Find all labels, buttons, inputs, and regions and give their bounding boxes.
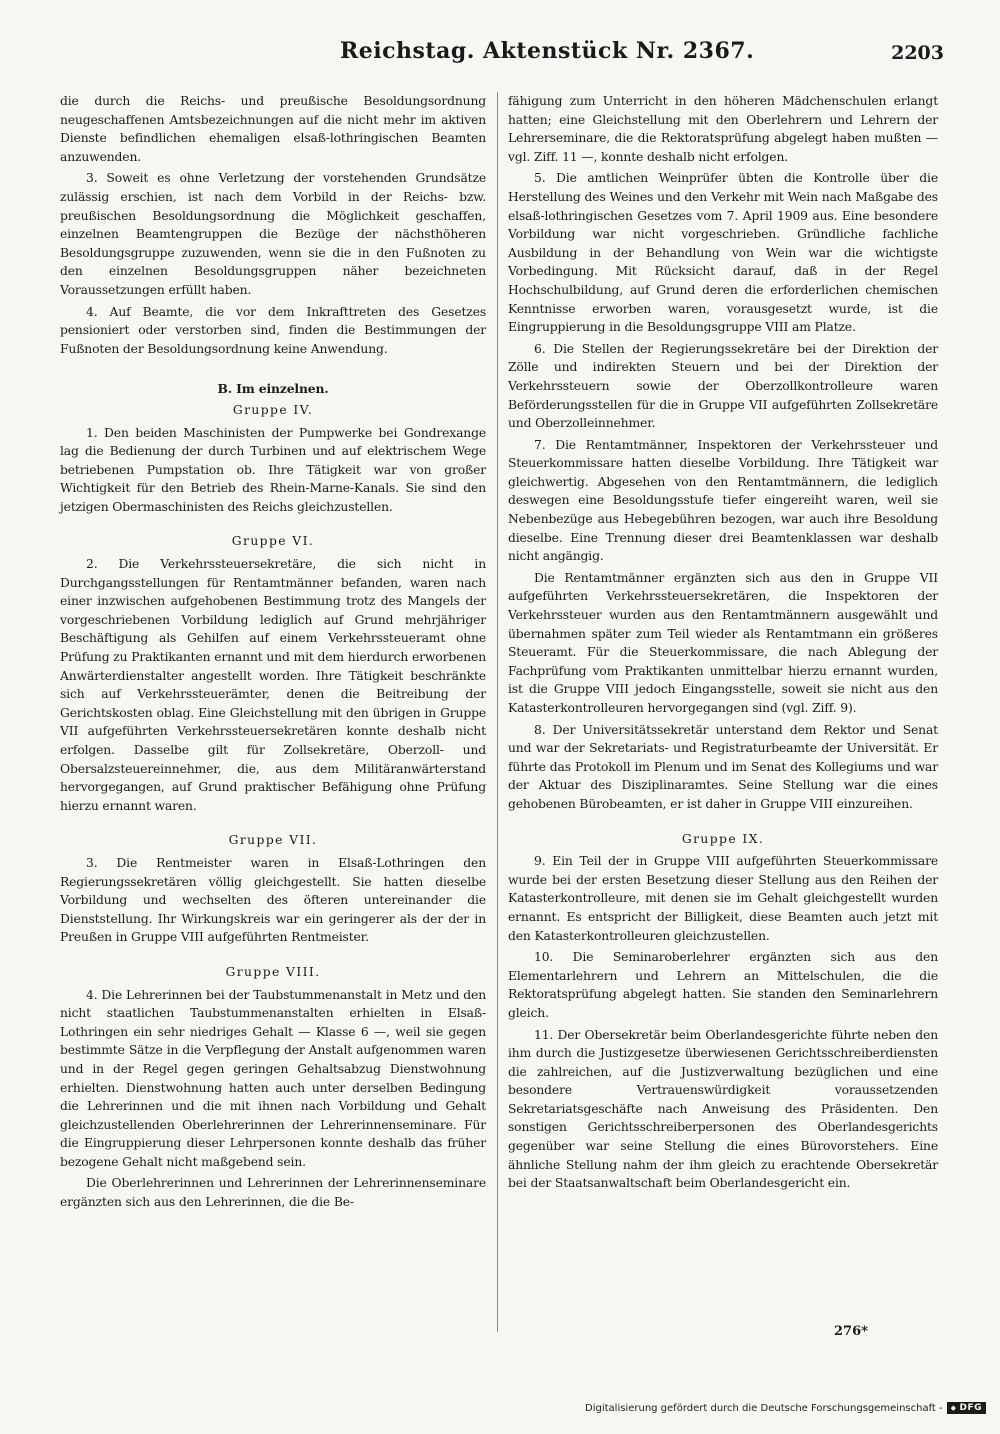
group-heading-viii: Gruppe VIII. <box>225 964 321 979</box>
paragraph-5: 5. Die amtlichen Weinprüfer übten die Kontrolle über die Herstellung des Weines und den Verkehr mit Wein nach Maßgabe des elsaß-lothringischen Gesetzes vom 7. April 1909 aus. Eine besondere Vorbildung war nicht vorgeschrieben. Gründliche fachliche Ausbildung in der Behandlung von Wein war die wichtigste Vorbedingung. Mit Rücksicht darauf, daß in der Regel Hochschulbildung, auf Grund deren die erforderlichen chemischen Kenntnisse erworben waren, vorausgesetzt wurde, ist die Eingruppierung in die Besoldungsgruppe VIII am Platze. <box>508 171 938 335</box>
digitization-credit <box>585 1402 986 1414</box>
group-heading-vii: Gruppe VII. <box>228 833 318 848</box>
page-number: 2203 <box>891 42 944 64</box>
paragraph-4: 4. Auf Beamte, die vor dem Inkrafttreten des Gesetzes pensioniert oder verstorben sind, finden die Bestimmungen der Fußnoten der Besoldungsordnung keine Anwendung. <box>60 304 486 356</box>
paragraph-7b: Die Rentamtmänner ergänzten sich aus den in Gruppe VII aufgeführten Verkehrssteuersekretären, die Inspektoren der Verkehrssteuer wurden aus den Rentamtmännern ausgewählt und übernahmen später zum Teil wieder als Rentamtmann ein größeres Steueramt. Für die Steuerkommissare, die nach Ablegung der Fachprüfung vom Praktikanten unmittelbar hierzu ernannt wurden, ist die Gruppe VIII jedoch Eingangsstelle, soweit sie nicht aus den Katasterkontrolleuren hervorgegangen sind (vgl. Ziff. 9). <box>508 570 938 715</box>
paragraph-viii-4: 4. Die Lehrerinnen bei der Taubstummenanstalt in Metz und den nicht staatlichen Taubstummenanstalten erhielten in Elsaß-Lothringen ein sehr niedriges Gehalt — Klasse 6 —, weil sie gegen bestimmte Sätze in die Verpflegung der Anstalt aufgenommen waren und in der Regel gegen geringen Gehaltsabzug Dienstwohnung erhielten. Dienstwohnung hatten auch unter derselben Bedingung die Lehrerinnen und die mit ihnen nach Vorbildung und Gehalt gleichzustellenden Oberlehrerinnen der Lehrerinnenseminare. Für die Eingruppierung dieser Lehrpersonen konnte deshalb das früher bezogene Gehalt nicht maßgebend sein. <box>60 987 486 1169</box>
paragraph-continued-right: fähigung zum Unterricht in den höheren Mädchenschulen erlangt hatten; eine Gleichstellung mit den Oberlehrern und Lehrern der Lehrerseminare, die die Rektoratsprüfung abgelegt haben mußten — vgl. Ziff. 11 —, konnte deshalb nicht erfolgen. <box>508 94 938 164</box>
group-heading-iv: Gruppe IV. <box>232 402 314 417</box>
paragraph-ix-10: 10. Die Seminaroberlehrer ergänzten sich aus den Elementarlehrern und Lehrern an Mittelschulen, die die Rektoratsprüfung abgelegt hatten. Sie standen den Seminarlehrern gleich. <box>508 950 938 1020</box>
paragraph-3: 3. Soweit es ohne Verletzung der vorstehenden Grundsätze zulässig erschien, ist nach dem Vorbild in der Reichs- bzw. preußischen Besoldungsordnung die Möglichkeit geschaffen, einzelnen Beamtengruppen die Bezüge der nächsthöheren Besoldungsgruppe zuzuwenden, wenn sie die in den Fußnoten zu den einzelnen Besoldungsgruppen näher bezeichneten Voraussetzungen erfüllt haben. <box>60 171 486 297</box>
left-column <box>60 92 486 1215</box>
paragraph-6: 6. Die Stellen der Regierungssekretäre bei der Direktion der Zölle und indirekten Steuern und bei der Direktion der Verkehrssteuern sowie der Oberzollkontrolleure waren Beförderungsstellen für die in Gruppe VII aufgeführten Zollsekretäre und Oberzolleinnehmer. <box>508 341 938 431</box>
paragraph-ix-11: 11. Der Obersekretär beim Oberlandesgerichte führte neben den ihm durch die Justizgesetze überwiesenen Gerichtsschreiberdiensten die zahlreichen, auf die Justizverwaltung bezüglichen und eine besondere Vertrauenswürdigkeit voraussetzenden Sekretariatsgeschäfte nach Anweisung des Präsidenten. Den sonstigen Gerichtsschreiberpersonen des Oberlandesgerichts gegenüber war seine Stellung die eines Bürovorstehers. Eine ähnliche Stellung nahm der ihm gleich zu erachtende Obersekretär bei der Staatsanwaltschaft beim Oberlandesgericht ein. <box>508 1027 938 1191</box>
credit-text: Digitalisierung gefördert durch die Deutsche Forschungsgemeinschaft - <box>585 1402 943 1414</box>
paragraph-vi-2: 2. Die Verkehrssteuersekretäre, die sich nicht in Durchgangsstellungen für Rentamtmänner befanden, waren nach einer inzwischen aufgehobenen Bestimmung trotz des Mangels der vorgeschriebenen Vorbildung lediglich auf Grund mehrjähriger Beschäftigung als Gehilfen auf einem Verkehrssteueramt ohne Prüfung zu Praktikanten ernannt und mit dem hierdurch erworbenen Anwärterdienstalter angestellt worden. Ihre Tätigkeit beschränkte sich auf Verkehrssteuerämter, denen die Beitreibung der Gerichtskosten oblag. Eine Gleichstellung mit den übrigen in Gruppe VII aufgeführten Verkehrssteuersekretären konnte deshalb nicht erfolgen. Dasselbe gilt für Zollsekretäre, Oberzoll- und Obersalzsteuereinnehmer, die, aus dem Militäranwärterstand hervorgegangen, auf Grund praktischer Befähigung ohne Prüfung hierzu ernannt waren. <box>60 557 486 813</box>
dfg-logo-icon: ◆ DFG <box>947 1402 986 1414</box>
running-title: Reichstag. Aktenstück Nr. 2367. <box>340 38 755 64</box>
paragraph-ix-9: 9. Ein Teil der in Gruppe VIII aufgeführten Steuerkommissare wurde bei der ersten Besetzung dieser Stellung aus den Reihen der Katasterkontrolleure, mit denen sie im Gehalt gleichgestellt wurden ernannt. Es entspricht der Billigkeit, diese Beamten auch jetzt mit den Katasterkontrolleuren gleichzustellen. <box>508 854 938 943</box>
group-heading-ix: Gruppe IX. <box>681 831 765 846</box>
paragraph-7: 7. Die Rentamtmänner, Inspektoren der Verkehrssteuer und Steuerkommissare hatten dieselbe Vorbildung. Ihre Tätigkeit war gleichwertig. Abgesehen von den Rentamtmännern, die lediglich deswegen eine Besoldungsstufe tiefer eingereiht waren, weil sie Nebenbezüge aus Hebegebühren bezogen, war auch ihre Besoldung dieselbe. Eine Trennung dieser drei Beamtenklassen war deshalb nicht angängig. <box>508 437 938 564</box>
column-divider <box>497 92 498 1332</box>
section-heading-b: B. Im einzelnen. <box>217 381 329 397</box>
paragraph-iv-1: 1. Den beiden Maschinisten der Pumpwerke bei Gondrexange lag die Bedienung der durch Turbinen und auf elektrischem Wege betriebenen Pumpstation ob. Ihre Tätigkeit war von großer Wichtigkeit für den Betrieb des Rhein-Marne-Kanals. Sie sind den jetzigen Obermaschinisten des Reichs gleichzustellen. <box>60 425 486 514</box>
group-heading-vi: Gruppe VI. <box>231 534 315 549</box>
paragraph-viii-4b: Die Oberlehrerinnen und Lehrerinnen der Lehrerinnenseminare ergänzten sich aus den Lehrerinnen, die die Be- <box>60 1176 486 1210</box>
paragraph-8: 8. Der Universitätssekretär unterstand dem Rektor und Senat und war der Sekretariats- und Registraturbeamte der Universität. Er führte das Protokoll im Plenum und im Senat des Kollegiums und war der Aktuar des Disziplinaramtes. Seine Stellung war die eines gehobenen Bürobeamten, er ist daher in Gruppe VIII einzureihen. <box>508 722 938 811</box>
sheet-signature: 276* <box>834 1324 868 1339</box>
paragraph-vii-3: 3. Die Rentmeister waren in Elsaß-Lothringen den Regierungssekretären völlig gleichgestellt. Sie hatten dieselbe Vorbildung und wechselten des öfteren untereinander die Dienststellung. Ihr Wirkungskreis war ein geringerer als der der in Preußen in Gruppe VIII aufgeführten Rentmeister. <box>60 855 486 945</box>
right-column <box>508 92 938 1196</box>
paragraph-continued: die durch die Reichs- und preußische Besoldungsordnung neugeschaffenen Amtsbezeichnungen auf die nicht mehr im aktiven Dienste befindlichen ehemaligen elsaß-lothringischen Beamten anzuwenden. <box>60 94 486 164</box>
